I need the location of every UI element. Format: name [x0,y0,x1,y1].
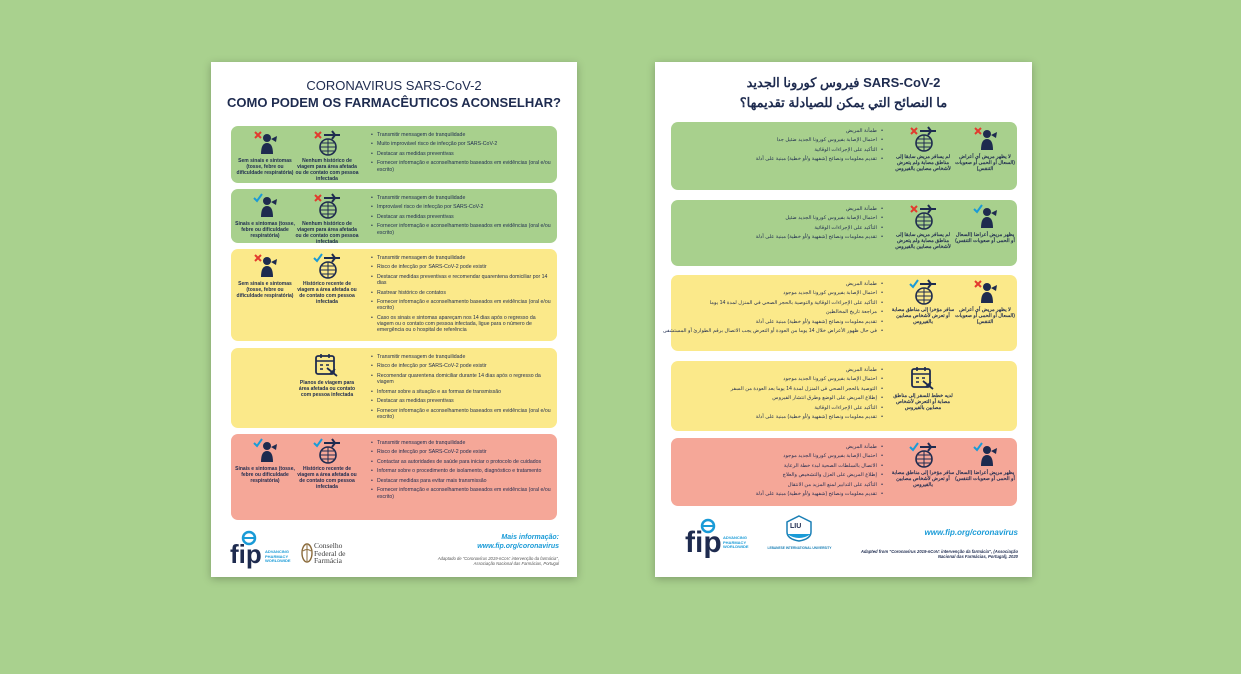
more-info-label: Mais informação: [501,534,559,541]
symptom-text: Sem sinais e sintomas (tosse, febre ou dificuldade respiratória) [236,281,294,299]
travel-icon [909,279,937,310]
poster-subtitle: COMO PODEM OS FARMACÊUTICOS ACONSELHAR? [227,95,561,110]
no-symptoms-icon [253,130,279,161]
travel-text: سافر مؤخرا إلى مناطق مصابة أو تعرض لأشخاص مصابين بالفيروس [891,307,955,325]
advice-list [371,354,551,423]
advice-item: • Destacar medidas para evitar mais transmissão [371,478,551,484]
advice-item: • تقديم معلومات ونصائح (شفهية و/أو خطية) مبنية على أدلة [679,319,883,325]
guidance-row [671,438,1017,506]
symptoms-icon [253,438,279,469]
adapted-note: Adapted from "Coronavírus 2019-nCoV: intervenção da farmácia", (Associação Nacional das Farmácias, Portugal), 2020 [860,549,1018,559]
advice-item: • تقديم معلومات ونصائح (شفهية و/أو خطية) مبنية على أدلة [679,234,883,240]
advice-item: • Fornecer informação e aconselhamento baseados em evidências (oral e/ou escrito) [371,299,551,311]
travel-text: Histórico recente de viagem a área afetada ou de contato com pessoa infectada [297,466,357,490]
advice-item: • Recomendar quarentena domiciliar durante 14 dias após o regresso da viagem [371,373,551,385]
travel-text: Histórico recente de viagem a área afetada ou de contato com pessoa infectada [297,281,357,305]
travel-plan-icon [313,352,339,383]
advice-item: • Risco de infecção por SARS-CoV-2 pode existir [371,363,551,369]
guidance-row [231,126,557,183]
advice-item: • تقديم معلومات ونصائح (شفهية و/أو خطية) مبنية على أدلة [679,491,883,497]
liu-tagline: LEBANESE INTERNATIONAL UNIVERSITY [767,546,832,550]
travel-text: Planos de viagem para área afetada ou contato com pessoa infectada [298,380,356,398]
poster-subtitle: ما النصائح التي يمكن للصيادلة تقديمها؟ [739,95,948,110]
advice-item: • تقديم معلومات ونصائح (شفهية و/أو خطية) مبنية على أدلة [679,156,883,162]
guidance-row [671,122,1017,190]
advice-item: • Fornecer informação e aconselhamento baseados em evidências (oral e/ou escrito) [371,487,551,499]
advice-item: • Destacar as medidas preventivas [371,398,551,404]
guidance-row [671,361,1017,431]
more-info-url[interactable]: www.fip.org/coronavirus [924,528,1018,537]
guidance-row [231,249,557,341]
advice-item: • Improvável risco de infecção por SARS-CoV-2 [371,204,551,210]
advice-item: • Rastrear histórico de contatos [371,290,551,296]
travel-text: Nenhum histórico de viagem para área afetada ou de contato com pessoa infectada [295,221,359,245]
guidance-row [662,275,1017,351]
advice-list [679,128,883,166]
advice-item: • طمأنة المريض [679,444,883,450]
liu-wordmark: LIU [790,523,802,530]
advice-item: • Fornecer informação e aconselhamento baseados em evidências (oral e/ou escrito) [371,223,551,235]
symptom-text: لا يظهر مريض أي أعراض (السعال أو الحمى أو صعوبات التنفس) [955,307,1015,325]
advice-item: • التأكيد على التدابير لمنع المزيد من الانتقال [679,482,883,488]
advice-item: • تقديم معلومات ونصائح (شفهية و/أو خطية) مبنية على أدلة [679,414,883,420]
advice-item: • طمأنة المريض [679,128,883,134]
travel-text: لم يسافر مريض سابقا إلى مناطق مصابة ولم يتعرض لأشخاص مصابين بالفيروس [895,154,951,172]
travel-text: لديه خطط للسفر إلى مناطق مصابة أو التعرض لأشخاص مصابين بالفيروس [893,393,953,411]
symptom-text: لا يظهر مريض أي أعراض (السعال أو الحمى أو صعوبات التنفس) [955,154,1015,172]
symptom-text: يظهر مريض أعراضا (السعال أو الحمى أو صعوبات التنفس) [955,470,1015,482]
travel-icon [313,253,341,284]
symptom-text: Sinais e sintomas (tosse, febre ou dificuldade respiratória) [235,466,295,484]
fip-tagline: ADVANCING PHARMACY WORLDWIDE [723,535,749,550]
advice-list [371,255,551,336]
advice-item: • في حال ظهور الأعراض خلال 14 يوما من العودة أو التعرض يجب الاتصال برقم الطوارئ أو المستشفى [679,328,883,334]
symptoms-icon [973,204,999,235]
advice-item: • Destacar as medidas preventivas [371,151,551,157]
advice-item: • احتمال الإصابة بفيروس كورونا الجديد ضئيل جدا [679,137,883,143]
advice-item: • Informar sobre o procedimento de isolamento, diagnóstico e tratamento [371,468,551,474]
advice-item: • احتمال الإصابة بفيروس كورونا الجديد موجود [679,376,883,382]
advice-item: • Fornecer informação e aconselhamento baseados em evidências (oral e/ou escrito) [371,160,551,172]
no-travel-icon [313,193,341,224]
advice-item: • إطلاع المريض على العزل والتشخيص والعلاج [679,472,883,478]
advice-item: • Risco de infecção por SARS-CoV-2 pode existir [371,449,551,455]
travel-text: سافر مؤخرا إلى مناطق مصابة أو تعرض لأشخاص مصابين بالفيروس [891,470,955,488]
advice-list [679,444,883,501]
advice-item: • الاتصال بالسلطات الصحية لبدء خطة الرعاية [679,463,883,469]
no-travel-icon [313,130,341,161]
advice-list [371,440,551,503]
fip-wordmark: fip [230,539,262,569]
advice-item: • التأكيد على الإجراءات الوقائية [679,147,883,153]
symptom-text: Sinais e sintomas (tosse, febre ou dificuldade respiratória) [235,221,295,239]
advice-item: • Informar sobre a situação e as formas de transmissão [371,389,551,395]
advice-list [371,195,551,239]
no-symptoms-icon [253,253,279,284]
symptom-text: يظهر مريض أعراضا (السعال أو الحمى أو صعوبات التنفس) [955,232,1015,244]
advice-list [679,367,883,424]
poster-arabic [655,62,1032,577]
advice-item: • التأكيد على الإجراءات الوقائية [679,405,883,411]
travel-icon [313,438,341,469]
advice-item: • Muito improvável risco de infecção por SARS-CoV-2 [371,141,551,147]
poster-title: CORONAVIRUS SARS-CoV-2 [306,78,482,93]
no-symptoms-icon [973,126,999,157]
poster-title: فيروس كورونا الجديد SARS-CoV-2 [746,75,941,90]
advice-item: • Transmitir mensagem de tranquilidade [371,195,551,201]
advice-item: • إطلاع المريض على الوضع وطرق انتشار الفيروس [679,395,883,401]
advice-item: • Transmitir mensagem de tranquilidade [371,440,551,446]
advice-item: • Destacar medidas preventivas e recomendar quarentena domiciliar por 14 dias [371,274,551,286]
advice-item: • مراجعة تاريخ المخالطين [679,309,883,315]
more-info-url[interactable]: www.fip.org/coronavirus [477,543,559,550]
symptom-text: Sem sinais e sintomas (tosse, febre ou dificuldade respiratória) [236,158,294,176]
advice-item: • التوصية بالحجر الصحي في المنزل لمدة 14 يوما بعد العودة من السفر [679,386,883,392]
cff-wordmark: Conselho Federal de Farmácia [314,541,346,565]
advice-item: • Destacar as medidas preventivas [371,214,551,220]
advice-item: • طمأنة المريض [679,206,883,212]
guidance-row [231,348,557,428]
symptoms-icon [973,442,999,473]
no-travel-icon [909,204,937,235]
advice-item: • Transmitir mensagem de tranquilidade [371,354,551,360]
advice-item: • التأكيد على الإجراءات الوقائية [679,225,883,231]
travel-plan-icon [909,365,935,396]
fip-tagline: ADVANCING PHARMACY WORLDWIDE [265,549,291,564]
no-symptoms-icon [973,279,999,310]
advice-item: • طمأنة المريض [679,281,883,287]
guidance-row [671,200,1017,266]
advice-item: • طمأنة المريض [679,367,883,373]
advice-item: • التأكيد على الإجراءات الوقائية والتوصية بالحجر الصحي في المنزل لمدة 14 يوما [679,300,883,306]
advice-item: • Risco de infecção por SARS-CoV-2 pode existir [371,264,551,270]
poster-portuguese [211,62,577,577]
adapted-note: Adaptado de "Coronavírus 2019-nCoV: intervenção da farmácia", Associação Nacional das Farmácias, Portugal [437,556,559,566]
advice-item: • احتمال الإصابة بفيروس كورونا الجديد موجود [679,453,883,459]
travel-icon [909,442,937,473]
advice-item: • Fornecer informação e aconselhamento baseados em evidências (oral e/ou escrito) [371,408,551,420]
travel-text: Nenhum histórico de viagem para área afetada ou de contato com pessoa infectada [295,158,359,182]
travel-text: لم يسافر مريض سابقا إلى مناطق مصابة ولم يتعرض لأشخاص مصابين بالفيروس [895,232,951,250]
advice-list [662,281,883,338]
no-travel-icon [909,126,937,157]
advice-item: • Contactar as autoridades de saúde para iniciar o protocolo de cuidados [371,459,551,465]
guidance-row [231,434,557,520]
advice-item: • احتمال الإصابة بفيروس كورونا الجديد موجود [679,290,883,296]
advice-item: • Caso os sinais e sintomas apareçam nos 14 dias após o regresso da viagem ou o contato com pessoa infectada, ligue para o número de emergência ou o hospital de referência [371,315,551,333]
symptoms-icon [253,193,279,224]
advice-list [371,132,551,176]
advice-item: • احتمال الإصابة بفيروس كورونا الجديد ضئيل [679,215,883,221]
guidance-row [231,189,557,243]
fip-wordmark: fip [685,526,722,559]
advice-item: • Transmitir mensagem de tranquilidade [371,132,551,138]
advice-list [679,206,883,244]
cff-emblem-icon [300,542,314,564]
advice-item: • Transmitir mensagem de tranquilidade [371,255,551,261]
